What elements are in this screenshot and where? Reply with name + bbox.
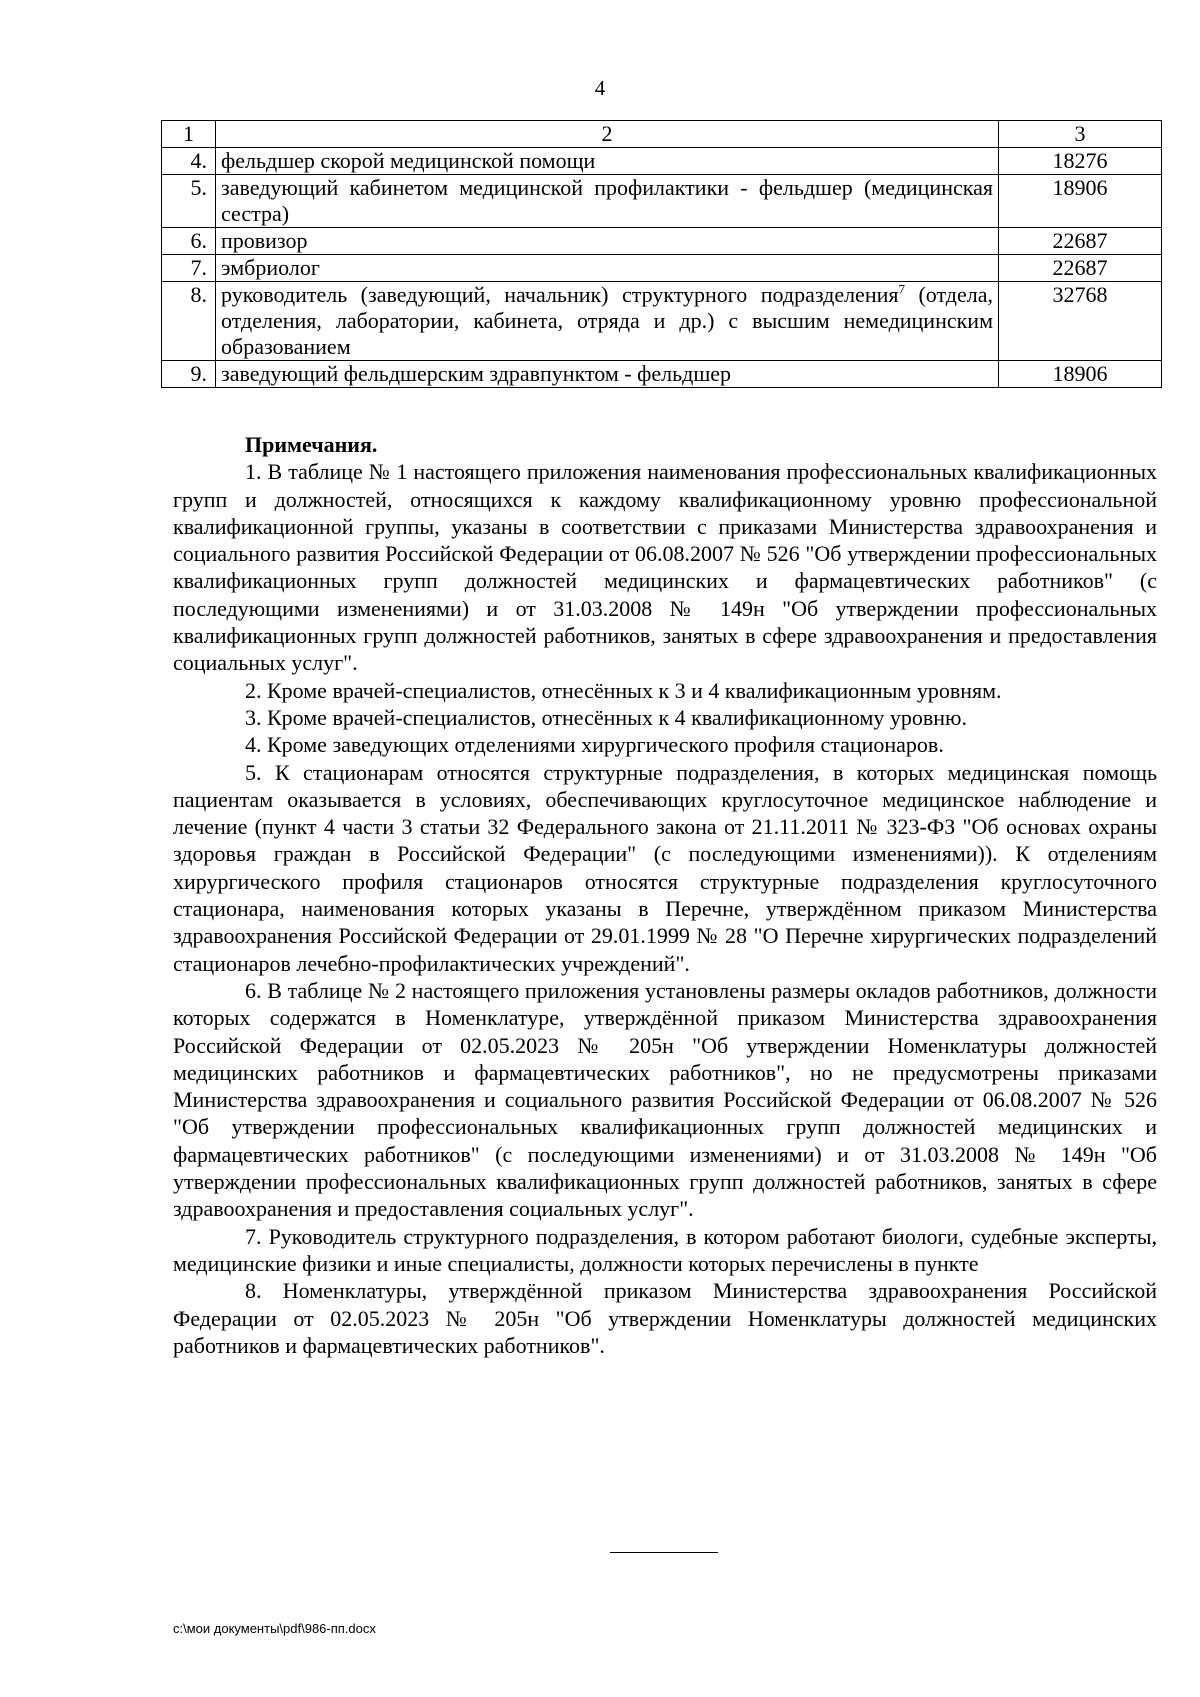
row-number: 6. [162,228,216,255]
footer-file-path: c:\мои документы\pdf\986-пп.docx [173,1621,376,1636]
salary-value: 32768 [999,282,1162,361]
note-item: 6. В таблице № 2 настоящего приложения установлены размеры окладов работников, должности которых содержатся в Номенклатуре, утверждённой приказом Министерства здравоохранения Российской Федерации от 02.05.2023 № 205н "Об утверждении Номенклатуры должностей медицинских работников и фармацевтических работников", но не предусмотрены приказами Министерства здравоохранения и социального развития Российской Федерации от 06.08.2007 № 526 "Об утверждении профессиональных квалификационных групп должностей медицинских и фармацевтических работников" (с последующими изменениями) и от 31.03.2008 № 149н "Об утверждении профессиональных квалификационных групп должностей работников, занятых в сфере здравоохранения и предоставления социальных услуг". [173,977,1157,1222]
footnote-ref: 7 [898,281,905,297]
salary-value: 18276 [999,148,1162,175]
notes-title: Примечания. [245,432,378,457]
salary-value: 18906 [999,175,1162,228]
table-row [162,255,1162,282]
table-row [162,361,1162,388]
table-row [162,282,1162,361]
salary-value: 18906 [999,361,1162,388]
position-name: провизор [216,228,999,255]
position-name: заведующий кабинетом медицинской профилактики - фельдшер (медицинская сестра) [216,175,999,228]
position-name: заведующий фельдшерским здравпунктом - фельдшер [216,361,999,388]
note-item: 7. Руководитель структурного подразделения, в котором работают биологи, судебные эксперты, медицинские физики и иные специалисты, должности которых перечислены в пункте [173,1223,1157,1276]
position-name-part: руководитель (заведующий, начальник) структурного подразделения [221,282,899,307]
position-name: эмбриолог [216,255,999,282]
row-number: 7. [162,255,216,282]
page-number: 4 [594,76,606,100]
salary-value: 22687 [999,255,1162,282]
salary-table [161,120,1162,388]
note-item: 3. Кроме врачей-специалистов, отнесённых к 4 квалификационному уровню. [245,704,967,730]
position-name: фельдшер скорой медицинской помощи [216,148,999,175]
header-cell: 1 [162,121,216,148]
note-item: 2. Кроме врачей-специалистов, отнесённых к 3 и 4 квалификационным уровням. [245,677,1002,703]
header-cell: 2 [216,121,999,148]
note-item: 8. Номенклатуры, утверждённой приказом Министерства здравоохранения Российской Федерации от 02.05.2023 № 205н "Об утверждении Номенклатуры должностей медицинских работников и фармацевтических работников". [173,1278,1157,1358]
salary-value: 22687 [999,228,1162,255]
notes-section [173,431,1157,1359]
table-row [162,175,1162,228]
row-number: 9. [162,361,216,388]
row-number: 8. [162,282,216,361]
table-row [162,228,1162,255]
header-cell: 3 [999,121,1162,148]
note-item: 5. К стационарам относятся структурные подразделения, в которых медицинская помощь пациентам оказывается в условиях, обеспечивающих круглосуточное медицинское наблюдение и лечение (пункт 4 части 3 статьи 32 Федерального закона от 21.11.2011 № 323-ФЗ "Об основах охраны здоровья граждан в Российской Федерации" (с последующими изменениями)). К отделениям хирургического профиля стационаров относятся структурные подразделения круглосуточного стационара, наименования которых указаны в Перечне, утверждённом приказом Министерства здравоохранения Российской Федерации от 29.01.1999 № 28 "О Перечне хирургических подразделений стационаров лечебно-профилактических учреждений". [173,759,1157,976]
end-separator-line [610,1552,718,1553]
position-name-continuation: (отдела, отделения, лаборатории, кабинета, отряда и др.) с высшим немедицинским образованием [221,282,994,359]
note-item: 1. В таблице № 1 настоящего приложения наименования профессиональных квалификационных групп и должностей, относящихся к каждому квалификационному уровню профессиональной квалификационной группы, указаны в соответствии с приказами Министерства здравоохранения и социального развития Российской Федерации от 06.08.2007 № 526 "Об утверждении профессиональных квалификационных групп должностей медицинских и фармацевтических работников" (с последующими изменениями) и от 31.03.2008 № 149н "Об утверждении профессиональных квалификационных групп должностей работников, занятых в сфере здравоохранения и предоставления социальных услуг". [173,459,1157,676]
position-name [216,282,999,361]
row-number: 4. [162,148,216,175]
row-number: 5. [162,175,216,228]
note-item: 4. Кроме заведующих отделениями хирургического профиля стационаров. [245,732,944,758]
table-header-row [162,121,1162,148]
table-row [162,148,1162,175]
